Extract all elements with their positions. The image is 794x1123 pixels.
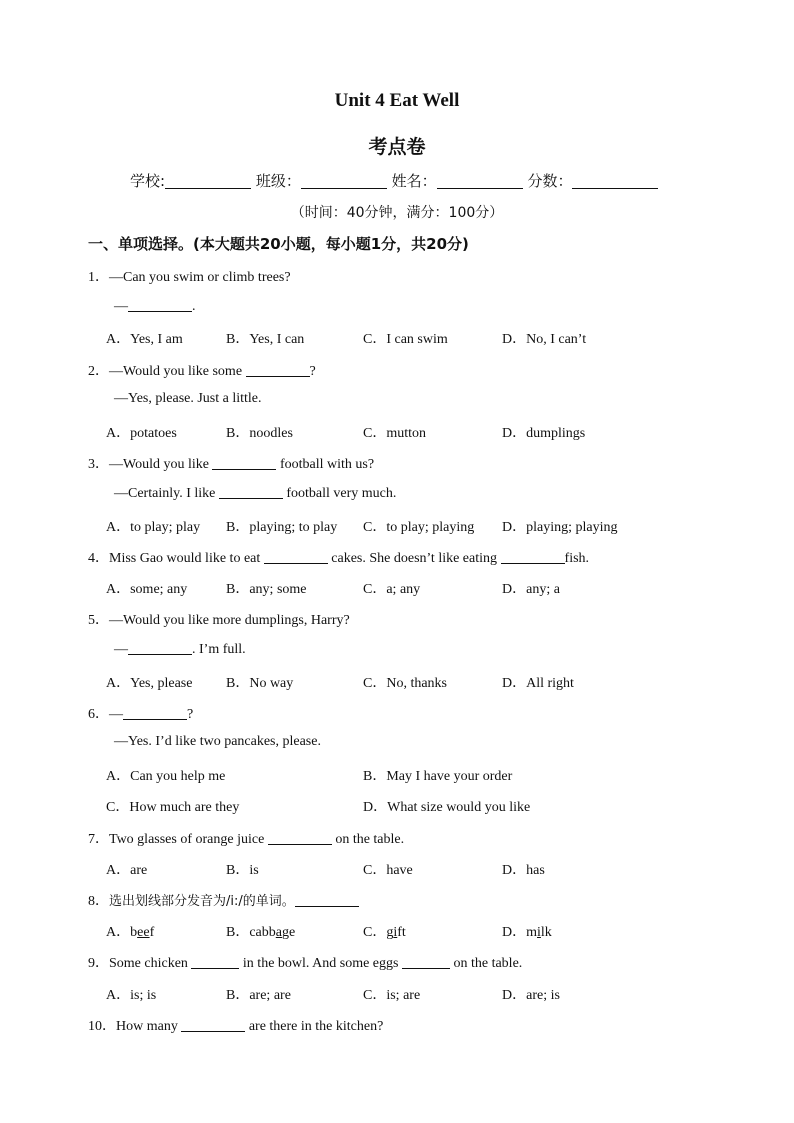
text: How many xyxy=(116,1019,182,1034)
option-d: D．any; a xyxy=(502,582,560,597)
text: B． xyxy=(226,925,250,940)
class-label: 班级： xyxy=(255,172,301,190)
option-d: D．are; is xyxy=(502,988,560,1003)
answer-blank xyxy=(123,705,187,720)
text: football with us? xyxy=(276,457,375,472)
option-c: C．is; are xyxy=(363,988,421,1003)
option-b: B．No way xyxy=(226,676,294,691)
name-label: 姓名： xyxy=(391,172,437,190)
text: Two glasses of orange juice xyxy=(109,832,268,847)
option-d: D．playing; playing xyxy=(502,520,618,535)
answer-blank xyxy=(264,549,328,564)
question-number: 6． xyxy=(88,707,109,722)
text: . xyxy=(192,299,196,314)
text: cakes. She doesn’t like eating xyxy=(327,551,501,566)
student-info-line xyxy=(130,170,658,191)
text: on the table. xyxy=(331,832,405,847)
question-10 xyxy=(88,1015,383,1035)
option-a: A．potatoes xyxy=(106,426,177,441)
option-c: C．have xyxy=(363,863,413,878)
answer-blank xyxy=(181,1017,245,1032)
option-d xyxy=(502,921,552,941)
option-a: A．Yes, please xyxy=(106,676,193,691)
option-c: C．a; any xyxy=(363,582,421,597)
text: b xyxy=(130,925,138,940)
option-a: A．Can you help me xyxy=(106,769,226,784)
question-3-reply xyxy=(114,484,396,502)
option-c: C．I can swim xyxy=(363,332,448,347)
time-info: （时间：40分钟，满分：100分） xyxy=(290,205,504,221)
text: Some chicken xyxy=(109,956,192,971)
question-number: 2． xyxy=(88,364,109,379)
option-a: A．some; any xyxy=(106,582,188,597)
underlined-letters: a xyxy=(275,925,282,940)
question-1 xyxy=(88,266,291,286)
score-label: 分数： xyxy=(527,172,573,190)
text: . I’m full. xyxy=(192,642,246,657)
section-title: 一、单项选择。(本大题共20小题，每小题1分，共20分) xyxy=(88,235,469,253)
answer-blank xyxy=(501,549,565,564)
text: f xyxy=(149,925,155,940)
option-c: C．mutton xyxy=(363,426,427,441)
option-b: B．is xyxy=(226,863,259,878)
text: in the bowl. And some eggs xyxy=(239,956,402,971)
option-b xyxy=(226,921,295,941)
option-a xyxy=(106,921,154,941)
name-blank xyxy=(437,172,523,189)
question-number: 1． xyxy=(88,270,109,285)
text: g xyxy=(386,925,394,940)
option-c: C．to play; playing xyxy=(363,520,475,535)
answer-blank xyxy=(191,954,239,969)
question-number: 7． xyxy=(88,832,109,847)
text: Miss Gao would like to eat xyxy=(109,551,264,566)
answer-blank xyxy=(246,362,310,377)
text: 选出划线部分发音为/i:/的单词。 xyxy=(109,894,295,909)
option-d: D．No, I can’t xyxy=(502,332,587,347)
question-9 xyxy=(88,952,522,972)
answer-blank xyxy=(268,830,332,845)
answer-blank xyxy=(402,954,450,969)
text: football very much. xyxy=(282,486,397,501)
underlined-letters: i xyxy=(393,925,398,940)
text: fish. xyxy=(564,551,590,566)
answer-blank xyxy=(128,297,192,312)
text: on the table. xyxy=(449,956,523,971)
page-title: Unit 4 Eat Well xyxy=(334,90,460,111)
option-a: A．are xyxy=(106,863,148,878)
text: C． xyxy=(363,925,387,940)
option-c: C．How much are they xyxy=(106,800,240,815)
option-a: A．to play; play xyxy=(106,520,201,535)
score-blank xyxy=(572,172,658,189)
text: —Would you like xyxy=(109,457,213,472)
question-number: 3． xyxy=(88,457,109,472)
option-b: B．are; are xyxy=(226,988,291,1003)
question-4 xyxy=(88,547,589,567)
option-b: B．noodles xyxy=(226,426,293,441)
text: ? xyxy=(187,707,194,722)
text: are there in the kitchen? xyxy=(245,1019,384,1034)
class-blank xyxy=(301,172,387,189)
question-number: 9． xyxy=(88,956,109,971)
option-d: D．dumplings xyxy=(502,426,586,441)
question-5 xyxy=(88,609,350,629)
option-a: A．is; is xyxy=(106,988,157,1003)
text: —Certainly. I like xyxy=(114,486,219,501)
question-2-reply: —Yes, please. Just a little. xyxy=(114,391,262,406)
underlined-letters: i xyxy=(537,925,541,940)
question-2 xyxy=(88,360,316,380)
text: m xyxy=(526,925,538,940)
question-number: 5． xyxy=(88,613,109,628)
question-7 xyxy=(88,828,404,848)
text: — xyxy=(114,642,128,657)
text: — xyxy=(109,707,123,722)
answer-blank xyxy=(128,640,192,655)
text: ge xyxy=(282,925,296,940)
question-5-reply xyxy=(114,640,246,658)
option-d: D．has xyxy=(502,863,545,878)
question-number: 4． xyxy=(88,551,109,566)
question-number: 10． xyxy=(88,1019,116,1034)
text: cabb xyxy=(249,925,276,940)
option-c xyxy=(363,921,406,941)
text: ? xyxy=(309,364,316,379)
text: A． xyxy=(106,925,131,940)
school-blank xyxy=(165,172,251,189)
option-b: B．playing; to play xyxy=(226,520,338,535)
underlined-letters: ee xyxy=(137,925,150,940)
question-3 xyxy=(88,453,374,473)
answer-blank xyxy=(219,484,283,499)
text: — xyxy=(114,299,128,314)
option-b: B．Yes, I can xyxy=(226,332,305,347)
text: D． xyxy=(502,925,527,940)
question-stem: —Can you swim or climb trees? xyxy=(109,270,291,285)
question-1-answer-line xyxy=(114,297,196,315)
text: ft xyxy=(397,925,406,940)
question-8 xyxy=(88,890,359,910)
option-b: B．May I have your order xyxy=(363,769,513,784)
option-a: A．Yes, I am xyxy=(106,332,183,347)
school-label: 学校: xyxy=(130,172,166,190)
text: lk xyxy=(540,925,552,940)
option-b: B．any; some xyxy=(226,582,307,597)
question-6 xyxy=(88,703,193,723)
question-number: 8． xyxy=(88,894,109,909)
page-subtitle: 考点卷 xyxy=(368,136,426,158)
answer-blank xyxy=(295,892,359,907)
option-d: D．What size would you like xyxy=(363,800,531,815)
question-6-reply: —Yes. I’d like two pancakes, please. xyxy=(114,734,321,749)
answer-blank xyxy=(212,455,276,470)
text: —Would you like some xyxy=(109,364,246,379)
option-d: D．All right xyxy=(502,676,574,691)
option-c: C．No, thanks xyxy=(363,676,447,691)
text: —Would you like more dumplings, Harry? xyxy=(109,613,350,628)
